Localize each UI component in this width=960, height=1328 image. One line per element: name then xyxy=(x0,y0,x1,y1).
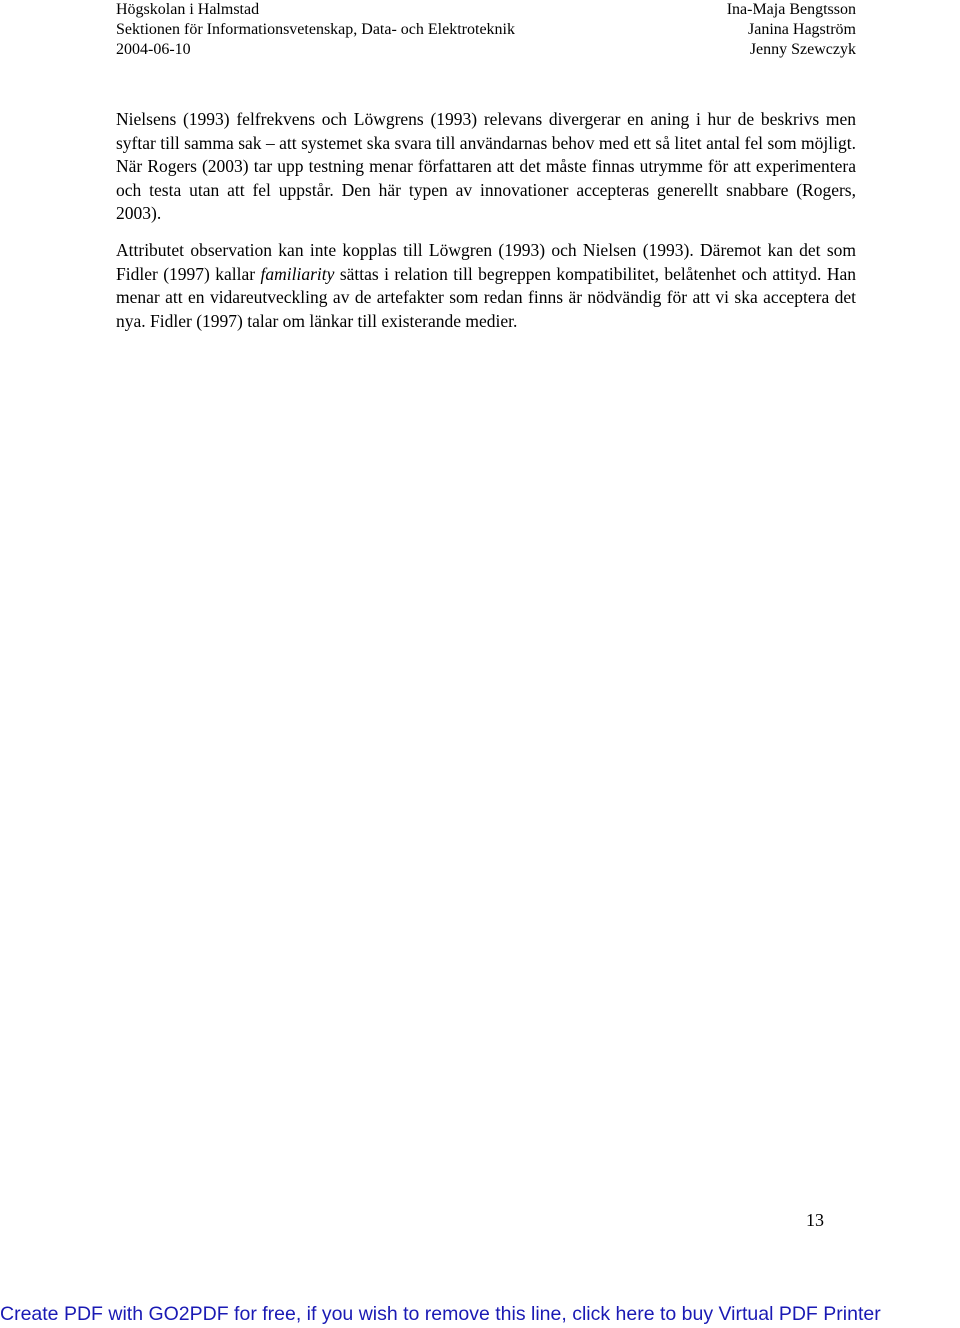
go2pdf-banner-link[interactable]: Create PDF with GO2PDF for free, if you wish to remove this line, click here to buy Virtual PDF Printer xyxy=(0,1303,881,1325)
body-text xyxy=(116,108,856,346)
page-number: 13 xyxy=(806,1210,824,1230)
header-institution: Högskolan i Halmstad xyxy=(116,1,260,18)
header-department: Sektionen för Informationsvetenskap, Data- och Elektroteknik xyxy=(116,21,515,38)
paragraph-2-italic-term: familiarity xyxy=(260,263,335,284)
paragraph-2-start: Attributet observation kan inte kopplas till Löwgren (1993) och Nielsen (1993). Däremot kan det som Fidler (1997) kallar xyxy=(116,239,856,284)
paragraph-1: Nielsens (1993) felfrekvens och Löwgrens (1993) relevans divergerar en aning i hur de beskrivs men syftar till samma sak – att systemet ska svara till användarnas behov med ett så litet antal fel som möjligt. När Rogers (2003) tar upp testning menar författaren att det måste finnas utrymme för att experimentera och testa utan att fel uppstår. Den här typen av innovationer accepteras generellt snabbare (Rogers, 2003). xyxy=(116,109,856,224)
header-author-3: Jenny Szewczyk xyxy=(749,41,856,58)
header-left xyxy=(116,0,515,60)
header-author-2: Janina Hagström xyxy=(748,21,856,38)
paragraph-2-end: sättas i relation till begreppen kompatibilitet, belåtenhet och attityd. Han menar att en vidareutveckling av de artefakter som redan finns är nödvändig för att vi ska acceptera det nya. Fidler (1997) talar om länkar till existerande medier. xyxy=(116,263,857,331)
header-author-1: Ina-Maja Bengtsson xyxy=(726,1,856,18)
paragraph-2 xyxy=(116,239,856,333)
header-date: 2004-06-10 xyxy=(116,41,191,58)
header-right xyxy=(727,0,856,60)
